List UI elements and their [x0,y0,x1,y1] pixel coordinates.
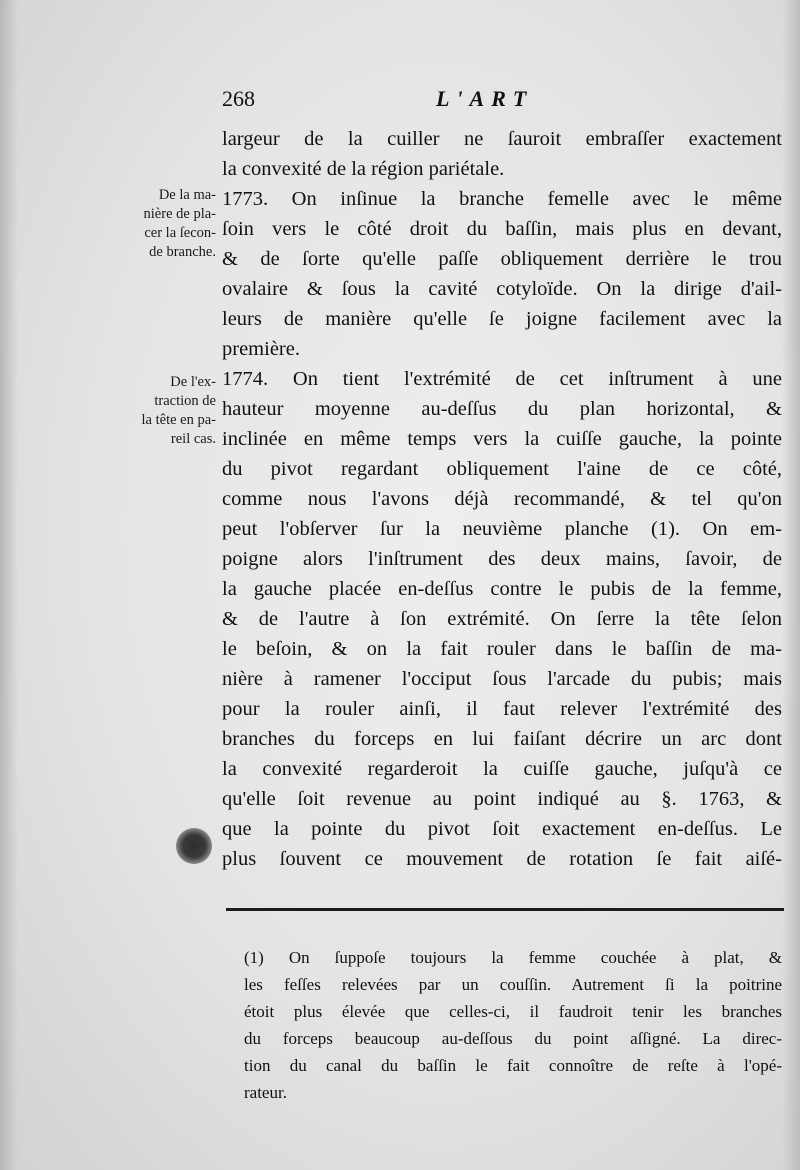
paragraph-1773-line: 1773. On inſinue la branche femelle avec le même [222,188,782,210]
text-line: poigne alors l'inſtrument des deux mains, ſavoir, de [222,548,782,570]
page-left-edge-shadow [0,0,18,1170]
text-line: la convexité regarderoit la cuiſſe gauche, juſqu'à ce [222,758,782,780]
margin-note-line: traction de [154,393,216,409]
paragraph-1774-line: 1774. On tient l'extrémité de cet inſtrument à une [222,368,782,390]
footnote-line: rateur. [244,1083,287,1102]
margin-note-head-extraction [104,373,216,449]
text-line: plus ſouvent ce mouvement de rotation ſe fait aiſé- [222,848,782,870]
text-line: peut l'obſerver ſur la neuvième planche (1). On em- [222,518,782,540]
margin-note-line: cer la ſecon- [144,225,216,241]
footnote-line: tion du canal du baſſin le fait connoître de reſte à l'opé- [244,1056,782,1075]
text-line: comme nous l'avons déjà recommandé, & tel qu'on [222,488,782,510]
text-line: ſoin vers le côté droit du baſſin, mais plus en devant, [222,218,782,240]
text-line: qu'elle ſoit revenue au point indiqué au §. 1763, & [222,788,782,810]
ink-stain [176,828,212,864]
text-line: que la pointe du pivot ſoit exactement en-deſſus. Le [222,818,782,840]
text-line: largeur de la cuiller ne ſauroit embraſſer exactement [222,128,782,150]
text-line: branches du forceps en lui faiſant décrire un arc dont [222,728,782,750]
text-line: du pivot regardant obliquement l'aine de ce côté, [222,458,782,480]
footnote-line: étoit plus élevée que celles-ci, il faudroit tenir les branches [244,1002,782,1021]
text-line: ovalaire & ſous la cavité cotyloïde. On la dirige d'ail- [222,278,782,300]
text-line: pour la rouler ainſi, il faut relever l'extrémité des [222,698,782,720]
main-text [222,124,782,874]
footnote-line: les feſſes relevées par un couſſin. Autrement ſi la poitrine [244,975,782,994]
footnote-line: (1) On ſuppoſe toujours la femme couchée à plat, & [244,948,782,967]
margin-note-line: De la ma- [158,187,216,203]
text-line: la gauche placée en-deſſus contre le pubis de la femme, [222,578,782,600]
running-head: L'ART [436,86,534,111]
text-line: la convexité de la région pariétale. [222,158,505,180]
text-line: & de l'autre à ſon extrémité. On ſerre la tête ſelon [222,608,782,630]
footnote [244,944,782,1106]
margin-note-line: la tête en pa- [141,412,216,428]
footnote-line: du forceps beaucoup au-deſſous du point aſſigné. La direc- [244,1029,782,1048]
text-line: hauteur moyenne au-deſſus du plan horizontal, & [222,398,782,420]
page-right-edge-shadow [782,0,800,1170]
text-line: première. [222,338,300,360]
margin-note-line: De l'ex- [170,374,216,390]
page-number: 268 [222,86,255,111]
footnote-divider [226,908,784,911]
margin-note-line: reil cas. [170,431,216,447]
margin-note-line: de branche. [149,244,216,260]
page-header [222,86,782,120]
text-line: le beſoin, & on la fait rouler dans le baſſin de ma- [222,638,782,660]
text-line: & de ſorte qu'elle paſſe obliquement derrière le trou [222,248,782,270]
margin-note-line: nière de pla- [143,206,216,222]
text-line: leurs de manière qu'elle ſe joigne facilement avec la [222,308,782,330]
margin-note-second-branch [104,186,216,262]
text-line: inclinée en même temps vers la cuiſſe gauche, la pointe [222,428,782,450]
text-line: nière à ramener l'occiput ſous l'arcade du pubis; mais [222,668,782,690]
